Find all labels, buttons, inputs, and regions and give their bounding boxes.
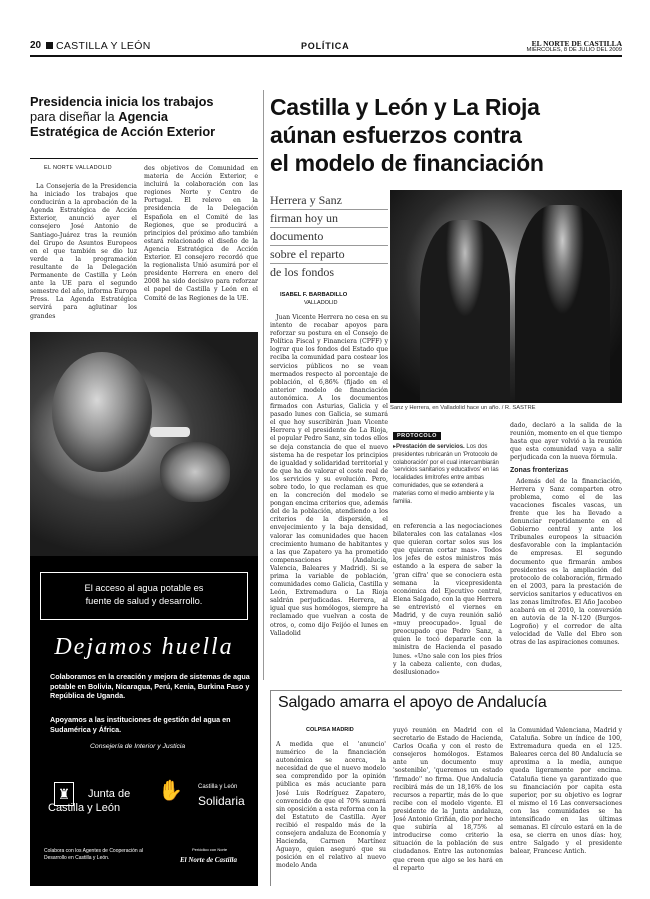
article2-location: VALLADOLID: [304, 300, 338, 306]
article2-photo-caption: Sanz y Herrera, en Valladolid hace un año. / R. SASTRE: [390, 405, 536, 411]
protocol-lead: Prestación de servicios.: [396, 444, 465, 450]
sponsor-small: Periódico con Norte: [192, 847, 228, 852]
article2-col-left: Juan Vicente Herrera no cesa en su intento de recabar apoyos para reforzar su postura en el Consejo de Política Fiscal y Financiera (CPFF) y lograr que los fondos del Estado que reciba la comunidad para costear los servicios públicos no se vean mermados respecto al porcentaje de población, el 6,86% (fijado en el anterior modelo de financiación autonómica. A los documentos firmados con Asturias, Galicia y el pasado lunes con Galicia, se sumará el que hoy suscribirán Juan Vicente Herrera y el presidente de La Rioja, el popular Pedro Sanz, sin todos ellos se deja constancia de que el nuevo sistema ha de respetar los principios de igualdad y solidaridad territorial y de que ha de valorar el coste real de los servicios y su evolución. Pero, sobre todo, lo que reclaman es que en la concreción del modelo se pongan encima criterios que, además del de la población, atendiendo a los criterios de la dispersión, el envejecimiento y la baja densidad, valorar las comunidades que hacen crecimiento humano de habitantes y a las que Zapatero ya ha prometido compensaciones (Andalucía, Valencia, Baleares y Madrid). Si se prima la variable de población, comunidades como Galicia, Castilla y León, Extremadura o La Rioja saldrán perjudicadas. Herrera, al igual que sus homólogos, siempre ha reclamado que vuelvan a costa de otros, o, como dijo Feijóo el lunes en Valladolid: [270, 314, 388, 637]
section-left: CASTILLA Y LEÓN: [56, 40, 151, 52]
solidaria-logo: ✋ Castilla y León Solidaria: [158, 780, 245, 808]
ad-dept: Consejería de Interior y Justicia: [90, 743, 186, 750]
protocol-tag: PROTOCOLO: [393, 432, 441, 440]
child-photo: [30, 332, 258, 556]
article3-col1: A medida que el 'anuncio' numérico de la financiación autonómica se acerca, la necesidad de que el nuevo modelo sea comprendido por la opinión pública es más acuciante para José Luis Rodríguez Zapatero, convencido de que el 70% sumará sin oposición a esta reforma con la del Estatuto de Castilla. Ayer recibió el respaldo más de la consejera andaluza de Economía y Hacienda, Carmen Martínez Aguayo, quien aseguró que su posición en el relativo al nuevo modelo Anda: [276, 741, 386, 870]
article2-photo: [390, 190, 622, 403]
bullet-icon: ▸: [393, 444, 397, 450]
ad-block: [30, 556, 258, 886]
faucet-shape: [150, 427, 190, 437]
hand-icon: ✋: [158, 780, 183, 802]
column-divider: [263, 90, 264, 680]
junta-logo: ♜ Junta de Castilla y León: [48, 778, 144, 828]
child-face: [52, 352, 152, 472]
article2-col-mid: en referencia a las negociaciones bilaterales con las catalanas «los que quieran cortar solos sus los que quieran cortar mas». Todos los jefes de estos ministros más estando a la espera de saber la 'gran cifra' que se conociera esta semana la vicepresidenta económica del Ejecutivo central, Elena Salgado, con la que Herrera se entrevistó el viernes en Madrid, y de cuya reunión salió «muy preocupado». Igual de preocupado que Pedro Sanz, a quien le tocó depararle con la ministra de Hacienda el pasado lunes. «Uno sale con los pies fríos y la cabeza caliente, con dudas, desilusionado»: [393, 523, 502, 676]
date-line: MIÉRCOLES, 8 DE JULIO DEL 2009: [526, 47, 622, 53]
sponsor-logo: El Norte de Castilla: [180, 856, 237, 864]
section-center: POLÍTICA: [301, 41, 350, 51]
person-silhouette-left: [420, 220, 510, 403]
article3-col3: la Comunidad Valenciana, Madrid y Cataluña. Sobre un índice de 100, Extremadura queda en el 125. Baleares cerca del 80 Andalucía se aproxima a la media, aunque queda ligeramente por encima. Cataluña tiene ya garantizado que su financiación por capita esta superior, por su objetivo es lograr el mismo el 16 Las conversaciones con las comunidades se ha intensificado en las últimas semanas. El círculo estará en la de esa, se cierra en unos días: hoy, entre Salgado y el presidente balear, Francesc Antich.: [510, 727, 622, 856]
article2-subhead: Herrera y Sanz firman hoy un documento sobre el reparto de los fondos: [270, 192, 388, 281]
subhead-zonas: Zonas fronterizas: [510, 467, 569, 475]
ad-tagline-box: El acceso al agua potable es fuente de salud y desarrollo.: [40, 572, 248, 620]
ad-para2: Apoyamos a las instituciones de gestión del agua en Sudamérica y África.: [50, 715, 231, 734]
protocol-text: Los dos presidentes rubricarán un 'Protocolo de colaboración' por el cual intercambiarán 'servicios sanitarios y educativos' en las localidades limítrofes entre ambas comunidades, que se extenderá a materias como el medio ambiente y la familia.: [393, 444, 499, 505]
article3-byline: COLPISA MADRID: [306, 727, 354, 733]
masthead: EL NORTE DE CASTILLA: [531, 39, 622, 48]
page-header: [30, 40, 622, 54]
article3-col2: yuyó reunión en Madrid con el secretario de Estado de Hacienda, Carlos Ocaña y con el resto de consejeros homólogos. Estamos ante un documento muy 'sostenible', 'queremos un estado 'firmado'' no firma. Que Andalucía recibirá más de un 18,16% de los recursos a repartir, más de lo que recibe con el modelo vigente. El presidente de la Junta andaluza, José Antonio Griñán, dio por hecho que subiría al 18,75% al introducirse como criterio la situación de la población de sus ciudadanos. Entre las autonomías que creen que algo se les hará en el reparto: [393, 727, 503, 872]
article1-byline: EL NORTE VALLADOLID: [44, 165, 112, 171]
coat-of-arms-icon: ♜: [54, 782, 74, 806]
article1-col2: des objetivos de Comunidad en materia de Acción Exterior, e incluirá la colaboración con las regiones Norte y Centro de Portugal. El relevo en la presidencia de la Delegación Española en el Comité de las Regiones, que se producirá a principios del próximo año también estará relacionado el diseño de la Agencia Estratégica de Acción Exterior. El consejero recordó que la regionalista Unió asumirá por el presidente Herrera en enero del 2008 ha sido decisivo para reforzar el papel de Castilla y León en el Comité de las Regiones de la UE.: [144, 165, 258, 302]
header-rule: [30, 55, 622, 57]
square-icon: [46, 42, 53, 49]
article2-headline: Castilla y León y La Rioja aúnan esfuerzos contra el modelo de financiación: [270, 94, 544, 176]
article3-headline: Salgado amarra el apoyo de Andalucía: [278, 694, 547, 711]
ad-para1: Colaboramos en la creación y mejora de sistemas de agua potable en Bolivia, Nicaragua, Perú, Kenia, Burkina Faso y República de Uganda.: [50, 672, 250, 700]
ad-title: Dejamos huella: [54, 634, 234, 660]
person-silhouette-right: [515, 205, 610, 403]
article1-headline: Presidencia inicia los trabajos para diseñar la Agencia Estratégica de Acción Exterior: [30, 94, 216, 139]
article1-rule: [30, 158, 258, 159]
article1-col1: La Consejería de la Presidencia ha iniciado los trabajos que conducirán a la aprobación de la Agenda Estratégica de Acción Exterior, anunció ayer el consejero José Antonio de Santiago-Juárez tras la reunión del Grupo de Asuntos Europeos en el que también se dio luz verde a la programación resultante de la Delegación Permanente de Castilla y León ante la UE para el segundo semestre del año, informa Europa Press. La Agenda Estratégica servirá para aglutinar los grandes: [30, 183, 137, 320]
article2-col-right: dado, declaró a la salida de la reunión, momento en el que tiempo hasta que ayer volvió a la reunión que esta comunidad vaya a salir perjudicada con la nueva fórmula. Zonas fronterizas Además del de la financiación, Herrera y Sanz comparten otro problema, como el de las vacaciones fiscales vascas, un frente que les ha llevado a denunciar repetidamente en el Gobierno central y ante los Tribunales europeos la situación desfavorable con la implantación de empresas. El segundo documento que firmarán ambos presidentes es la ampliación del protocolo de colaboración, firmado en el 2003, para la prestación de servicios sanitarios y educativos en las zonas limítrofes. El Año Jacobeo acabará en el 2010, la conversión en autovía de la N-120 (Burgos-Logroño) y el corredor de alta velocidad de Valle del Ebro son otras de las aspiraciones comunes.: [510, 422, 622, 647]
hand-shape: [160, 442, 230, 502]
page-number: 20: [30, 40, 42, 51]
ad-footer: Colabora con los Agentes de Cooperación al Desarrollo en Castilla y León.: [44, 848, 143, 861]
protocol-box: [393, 422, 502, 512]
article2-author: ISABEL F. BARBADILLO: [280, 292, 348, 298]
